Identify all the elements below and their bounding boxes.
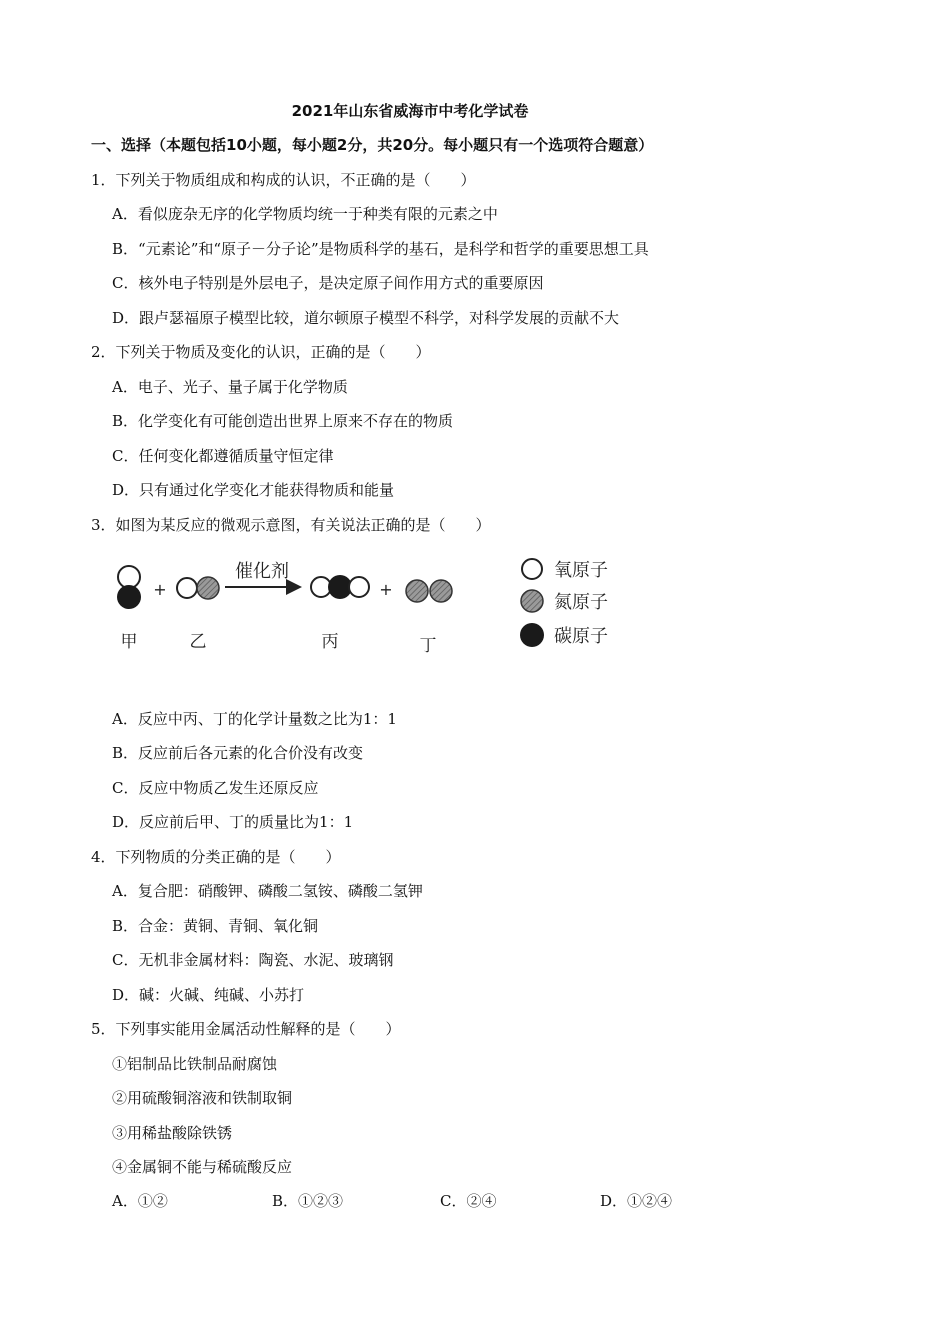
question-5-option-a: A．①②	[112, 1192, 168, 1210]
oxygen-atom	[118, 566, 140, 588]
molecule-ding	[406, 580, 452, 602]
question-5-option-d: D．①②④	[600, 1192, 673, 1210]
question-3-option-a: A．反应中丙、丁的化学计量数之比为1：1	[112, 710, 397, 728]
question-1-option-b: B．“元素论”和“原子－分子论”是物质科学的基石，是科学和哲学的重要思想工具	[112, 240, 649, 258]
question-5-options	[0, 1190, 950, 1210]
label-jia: 甲	[120, 632, 138, 652]
question-3-stem: 3．如图为某反应的微观示意图，有关说法正确的是（ ）	[91, 516, 491, 534]
molecule-jia	[117, 566, 141, 609]
question-3-option-b: B．反应前后各元素的化合价没有改变	[112, 744, 364, 762]
question-4-option-c: C．无机非金属材料：陶瓷、水泥、玻璃钢	[112, 951, 394, 969]
legend-carbon-label: 碳原子	[554, 626, 608, 647]
label-yi: 乙	[189, 632, 207, 652]
label-bing: 丙	[321, 632, 339, 652]
question-2-option-c: C．任何变化都遵循质量守恒定律	[112, 447, 334, 465]
question-5-stem: 5．下列事实能用金属活动性解释的是（ ）	[91, 1020, 401, 1038]
question-3-option-d: D．反应前后甲、丁的质量比为1：1	[112, 813, 354, 831]
question-5-item-1: ①铝制品比铁制品耐腐蚀	[112, 1055, 278, 1073]
legend-oxygen-swatch	[522, 559, 542, 579]
question-2-option-b: B．化学变化有可能创造出世界上原来不存在的物质	[112, 412, 454, 430]
question-1-option-d: D．跟卢瑟福原子模型比较，道尔顿原子模型不科学，对科学发展的贡献不大	[112, 309, 620, 327]
question-2-stem: 2．下列关于物质及变化的认识，正确的是（ ）	[91, 343, 431, 361]
question-2-option-d: D．只有通过化学变化才能获得物质和能量	[112, 481, 395, 499]
plus-sign: +	[379, 580, 393, 599]
section-heading: 一、选择（本题包括10小题，每小题2分，共20分。每小题只有一个选项符合题意）	[91, 136, 654, 154]
oxygen-atom	[349, 577, 369, 597]
question-1-option-c: C．核外电子特别是外层电子，是决定原子间作用方式的重要原因	[112, 274, 544, 292]
label-ding: 丁	[419, 636, 437, 656]
plus-sign: +	[153, 580, 167, 599]
oxygen-atom	[177, 578, 197, 598]
nitrogen-atom	[430, 580, 452, 602]
question-5-item-3: ③用稀盐酸除铁锈	[112, 1124, 233, 1142]
question-3-option-c: C．反应中物质乙发生还原反应	[112, 779, 319, 797]
question-4-stem: 4．下列物质的分类正确的是（ ）	[91, 848, 341, 866]
molecule-bing	[311, 575, 369, 599]
question-5-option-c: C．②④	[440, 1192, 497, 1210]
nitrogen-atom	[406, 580, 428, 602]
question-4-option-d: D．碱：火碱、纯碱、小苏打	[112, 986, 305, 1004]
carbon-atom	[117, 585, 141, 609]
legend-nitrogen-label: 氮原子	[554, 592, 608, 613]
question-2-option-a: A．电子、光子、量子属于化学物质	[112, 378, 348, 396]
question-5-item-4: ④金属铜不能与稀硫酸反应	[112, 1158, 293, 1176]
question-4-option-b: B．合金：黄铜、青铜、氧化铜	[112, 917, 319, 935]
question-5-option-b: B．①②③	[272, 1192, 344, 1210]
legend-oxygen-label: 氧原子	[554, 560, 608, 581]
page-title: 2021年山东省威海市中考化学试卷	[291, 102, 529, 120]
legend-nitrogen-swatch	[521, 590, 543, 612]
nitrogen-atom	[197, 577, 219, 599]
question-1-stem: 1．下列关于物质组成和构成的认识，不正确的是（ ）	[91, 171, 476, 189]
reaction-diagram	[110, 550, 650, 665]
question-5-item-2: ②用硫酸铜溶液和铁制取铜	[112, 1089, 293, 1107]
molecule-yi	[177, 577, 219, 599]
question-1-option-a: A．看似庞杂无序的化学物质均统一于种类有限的元素之中	[112, 205, 498, 223]
legend	[520, 559, 608, 647]
catalyst-label: 催化剂	[235, 561, 289, 582]
question-4-option-a: A．复合肥：硝酸钾、磷酸二氢铵、磷酸二氢钾	[112, 882, 423, 900]
legend-carbon-swatch	[520, 623, 544, 647]
